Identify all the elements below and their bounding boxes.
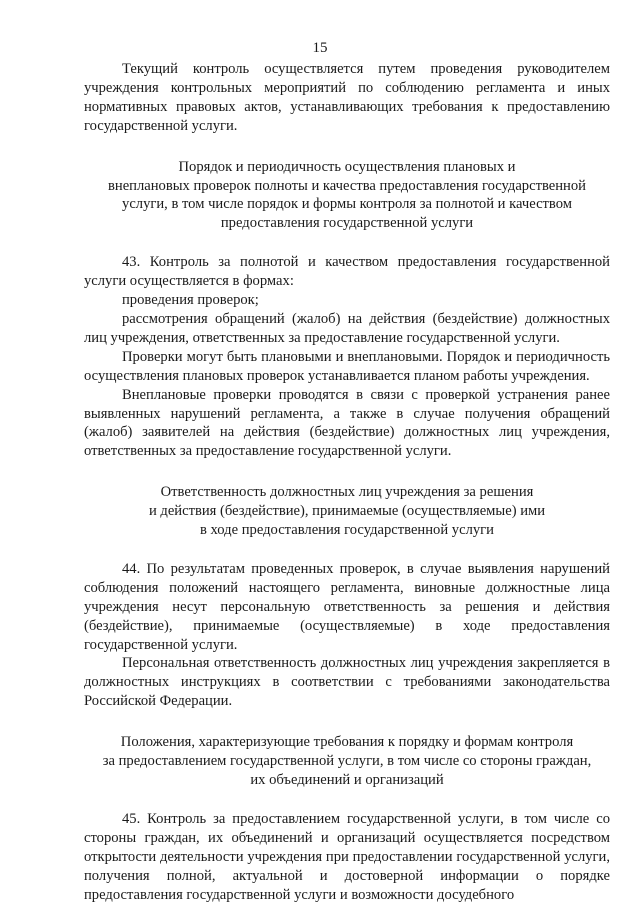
heading-line: внеплановых проверок полноты и качества предоставления государственной: [108, 177, 586, 194]
list-item-inspections: проведения проверок;: [122, 292, 259, 309]
heading-line: в ходе предоставления государственной услуги: [200, 522, 494, 539]
paragraph-45-public-control: 45. Контроль за предоставлением государственной услуги, в том числе со стороны граждан, их объединений и организаций осуществляется посредством открытости деятельности учреждения при предоставлении государственной услуги, получения полной, актуальной и достоверной информации о порядке предоставления государственной услуги и возможности досудебного: [84, 810, 610, 903]
heading-line: услуги, в том числе порядок и формы контроля за полнотой и качеством: [122, 196, 572, 213]
section-heading-control-requirements: [84, 733, 610, 790]
paragraph-43-intro: 43. Контроль за полнотой и качеством предоставления государственной услуги осуществляется в формах:: [84, 254, 610, 290]
section-heading-inspections: [84, 158, 610, 234]
paragraph-43-planned: Проверки могут быть плановыми и внеплановыми. Порядок и периодичность осуществления плановых проверок устанавливается планом работы учреждения.: [84, 348, 610, 384]
paragraph-current-control: Текущий контроль осуществляется путем проведения руководителем учреждения контрольных мероприятий по соблюдению регламента и иных нормативных правовых актов, устанавливающих требования к предоставлению государственной услуги.: [84, 61, 610, 134]
heading-line: Ответственность должностных лиц учреждения за решения: [160, 484, 534, 501]
heading-line: предоставления государственной услуги: [220, 215, 474, 232]
section-heading-responsibility: [84, 483, 610, 540]
heading-line: их объединений и организаций: [250, 772, 444, 788]
heading-line: за предоставлением государственной услуги, в том числе со стороны граждан,: [102, 753, 592, 770]
list-item-complaints: рассмотрения обращений (жалоб) на действия (бездействие) должностных лиц учреждения, ответственных за предоставление государственной услуги.: [84, 310, 610, 346]
heading-line: Порядок и периодичность осуществления плановых и: [178, 158, 516, 175]
page-number: 15: [312, 40, 328, 56]
paragraph-43-unplanned: Внеплановые проверки проводятся в связи с проверкой устранения ранее выявленных нарушений регламента, а также в случае получения обращений (жалоб) заявителей на действия (бездействие) должностных лиц учреждения, ответственных за предоставление государственной услуги.: [84, 386, 610, 460]
paragraph-44-results: 44. По результатам проведенных проверок, в случае выявления нарушений соблюдения положений настоящего регламента, виновные должностные лица учреждения несут персональную ответственность за решения и действия (бездействие), принимаемые (осуществляемые) в ходе предоставления государственной услуги.: [84, 560, 610, 653]
heading-line: Положения, характеризующие требования к порядку и формам контроля: [120, 734, 574, 751]
document-body: [84, 60, 610, 904]
paragraph-44-personal-responsibility: Персональная ответственность должностных лиц учреждения закрепляется в должностных инструкциях в соответствии с требованиями законодательства Российской Федерации.: [84, 655, 610, 710]
heading-line: и действия (бездействие), принимаемые (осуществляемые) ими: [148, 503, 546, 520]
